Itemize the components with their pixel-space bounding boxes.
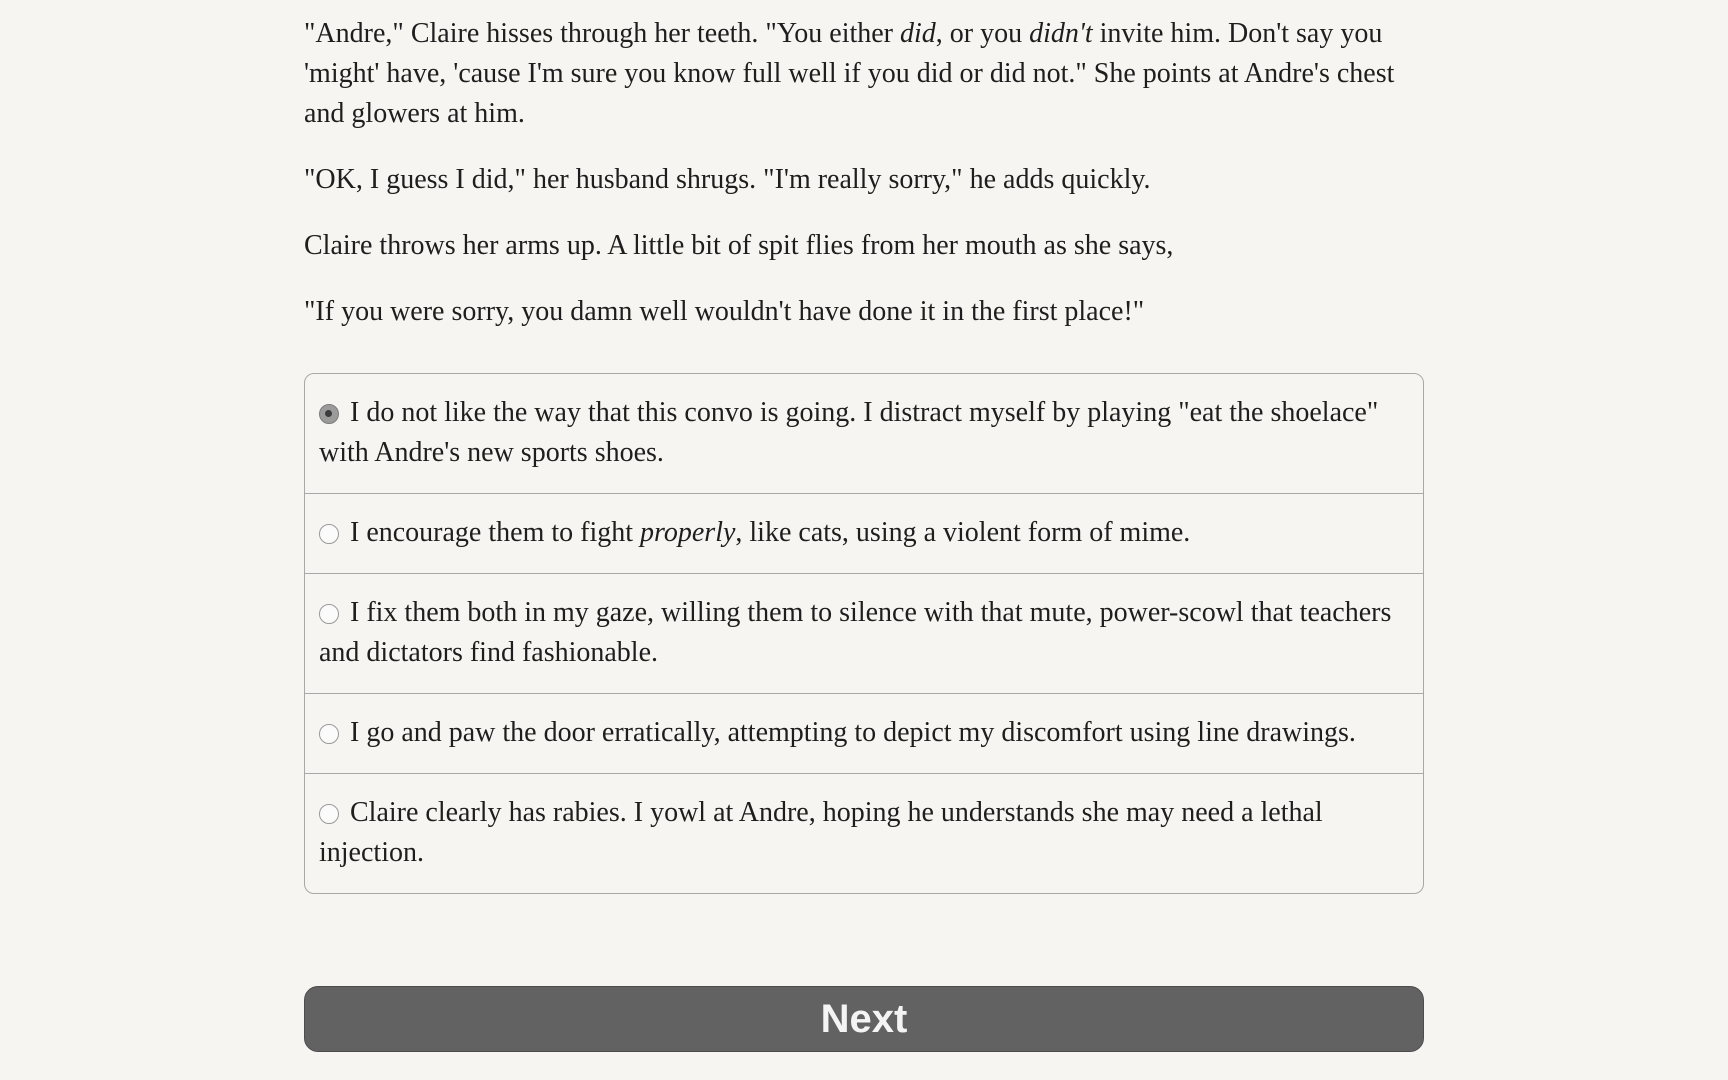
story-emphasis-did: did	[900, 18, 936, 49]
choice-option-3[interactable]	[305, 573, 1423, 693]
next-button[interactable]: Next	[304, 986, 1424, 1052]
story-text-segment: , or you	[935, 18, 1030, 49]
choice-list	[304, 373, 1424, 894]
story-text	[304, 14, 1424, 358]
choice-label: I fix them both in my gaze, willing them to silence with that mute, power-scowl that teachers and dictators find fashionable.	[319, 597, 1392, 668]
choice-option-5[interactable]	[305, 773, 1423, 893]
story-emphasis-didnt: didn't	[1029, 18, 1093, 49]
radio-icon[interactable]	[319, 524, 339, 544]
story-text-segment: invite him. Don't say you 'might' have, 'cause I'm sure you know full well if you did or did not." She points at Andre's chest and glowers at him.	[304, 18, 1395, 129]
radio-icon[interactable]	[319, 724, 339, 744]
story-text-segment: "Andre," Claire hisses through her teeth. "You either	[304, 18, 900, 49]
story-paragraph-3: Claire throws her arms up. A little bit of spit flies from her mouth as she says,	[304, 230, 1174, 261]
choice-label: I go and paw the door erratically, attempting to depict my discomfort using line drawings.	[350, 717, 1356, 748]
radio-selected-icon[interactable]	[319, 404, 339, 424]
story-paragraph-2: "OK, I guess I did," her husband shrugs. "I'm really sorry," he adds quickly.	[304, 164, 1151, 195]
choice-label: I do not like the way that this convo is going. I distract myself by playing "eat the shoelace" with Andre's new sports shoes.	[319, 397, 1379, 468]
story-paragraph-4: "If you were sorry, you damn well wouldn't have done it in the first place!"	[304, 296, 1145, 327]
radio-icon[interactable]	[319, 804, 339, 824]
choice-option-2[interactable]	[305, 493, 1423, 573]
choice-label: Claire clearly has rabies. I yowl at Andre, hoping he understands she may need a lethal injection.	[319, 797, 1323, 868]
choice-option-1[interactable]	[305, 374, 1423, 493]
choice-label: I encourage them to fight	[350, 517, 641, 548]
choice-option-4[interactable]	[305, 693, 1423, 773]
choice-label: , like cats, using a violent form of mime.	[735, 517, 1191, 548]
choice-label-emphasis: properly	[640, 517, 736, 548]
radio-icon[interactable]	[319, 604, 339, 624]
story-paragraph-1	[304, 14, 1424, 134]
